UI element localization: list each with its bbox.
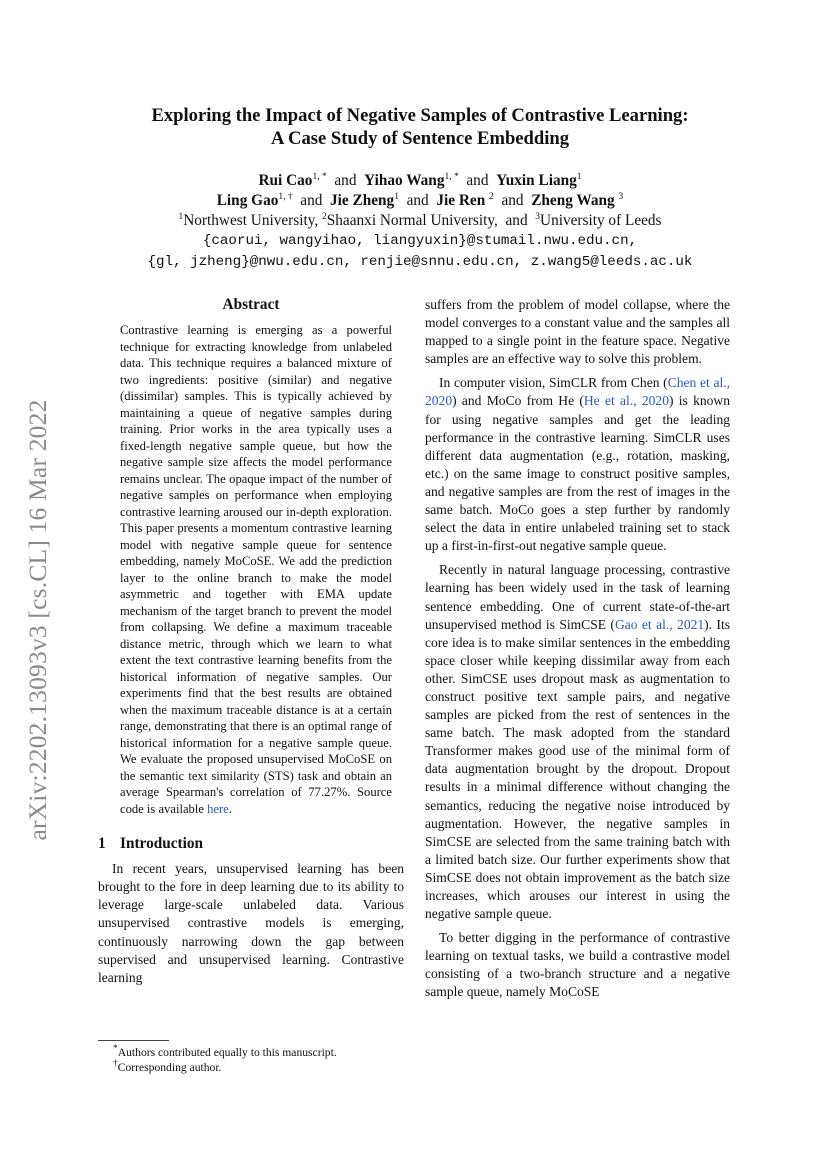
abstract-end: . (228, 801, 232, 816)
citation-link[interactable]: He et al., 2020 (583, 393, 669, 409)
email-line-1: {caorui, wangyihao, liangyuxin}@stumail.nwu.edu.cn, (202, 233, 638, 249)
citation-link[interactable]: Gao et al., 2021 (614, 616, 705, 632)
body-paragraph: suffers from the problem of model collapse, where the model converges to a constant value and the samples all mapped to a single point in the feature space. Negative samples are an effective way to solve this problem. (425, 297, 730, 367)
email: {gl, jzheng}@nwu.edu.cn, (147, 254, 352, 270)
paragraph-text: ) is known for using negative samples and get the leading performance in the contrastive learning. SimCLR uses different data augmentation (e.g., rotation, masking, etc.) on the same image to construct positive samples, and negative samples are from the rest of images in the same batch. MoCo goes a step further by randomly select the data in entire unlabeled training set to stack up a first-in-first-out negative sample queue. (425, 393, 730, 554)
aff-sup: 2 (322, 211, 327, 222)
footnote-text: Authors contributed equally to this manuscript. (117, 1046, 337, 1059)
affiliation: Northwest University, (183, 212, 319, 229)
author-line-1 (90, 171, 750, 191)
title-line-1: Exploring the Impact of Negative Samples of Contrastive Learning: (151, 105, 689, 126)
body-paragraph (425, 561, 730, 923)
and-word: and (466, 172, 489, 189)
paper-title (90, 104, 750, 150)
author-name: Zheng Wang (531, 192, 615, 209)
section-heading (98, 835, 404, 853)
section-title: Introduction (120, 835, 204, 853)
affiliation: Shaanxi Normal University, (326, 212, 498, 229)
author-name: Jie Zheng (330, 192, 395, 209)
paragraph-text: ) and MoCo from He ( (452, 393, 584, 409)
section-number: 1 (98, 835, 106, 853)
footnote-2 (98, 1060, 404, 1075)
email-line-2 (90, 252, 750, 273)
arxiv-sidebar (17, 360, 59, 880)
author-sup: 2 (489, 191, 494, 202)
abstract-heading: Abstract (222, 296, 280, 313)
author-name: Ling Gao (216, 192, 279, 209)
author-line-2 (90, 191, 750, 211)
author-name: Rui Cao (258, 172, 313, 189)
footnotes (98, 1045, 404, 1075)
footnote-mark: † (113, 1059, 118, 1070)
author-name: Yuxin Liang (496, 172, 577, 189)
author-list (90, 171, 750, 273)
body-paragraph (425, 374, 730, 555)
abstract-body (120, 322, 392, 817)
title-line-2: A Case Study of Sentence Embedding (270, 128, 570, 149)
author-sup: 1 (394, 191, 399, 202)
affiliation: University of Leeds (540, 212, 662, 229)
author-sup: 1, * (444, 171, 459, 182)
body-paragraph: To better digging in the performance of contrastive learning on textual tasks, we build a contrastive model consisting of a two-branch structure and a negative sample queue, namely MoCoSE (425, 930, 730, 1000)
paragraph-text: ). Its core idea is to make similar sentences in the embedding space closer while keeping dissimilar away from each other. SimCSE uses dropout mask as augmentation to construct positive text sample pairs, and negative samples are picked from the rest of sentences in the same batch. The mask adopted from the standard Transformer makes good use of the minimal form of data augmentation brought by the dropout. Dropout results in a minimal difference without changing the semantics, reducing the negative noise introduced by augmentation. However, the negative samples in SimCSE are selected from the same training batch with a limited batch size. Our further experiments show that SimCSE does not obtain improvement as the batch size increases, which arouses our interest in using the negative sample queue. (425, 616, 730, 922)
author-sup: 1 (576, 171, 582, 182)
footnote-text: Corresponding author. (117, 1061, 222, 1074)
paragraph-text: In computer vision, SimCLR from Chen ( (439, 375, 668, 391)
intro-paragraph: In recent years, unsupervised learning has been brought to the fore in deep learning due to its ability to leverage large-scale unlabeled data. Various unsupervised contrastive models is emerging, continuously narrowing down the gap between supervised and unsupervised learning. Contrastive learning (98, 861, 404, 985)
and-word: and (334, 172, 357, 189)
author-sup: 1, † (278, 191, 293, 202)
aff-sup: 1 (178, 211, 184, 222)
and-word: and (406, 192, 429, 209)
abstract-text: Contrastive learning is emerging as a powerful technique for extracting knowledge from unlabeled data. This technique requires a balanced mixture of two ingredients: positive (similar) and negative (dissimilar) samples. This is typically achieved by maintaining a queue of negative samples during training. Prior works in the area typically uses a fixed-length negative sample queue, but how the negative sample size affects the model performance remains unclear. The opaque impact of the number of negative samples on performance when employing contrastive learning aroused our in-depth exploration. This paper presents a momentum contrastive learning model with negative sample queue for sentence embedding, namely MoCoSE. We add the prediction layer to the online branch to make the model asymmetric and together with EMA update mechanism of the target branch to prevent the model from collapsing. We define a maximum traceable distance metric, through which we learn to what extent the text contrastive learning benefits from the historical information of negative samples. Our experiments find that the best results are obtained when the maximum traceable distance is at a certain range, demonstrating that there is an optimal range of historical information for a negative sample queue. We evaluate the proposed unsupervised MoCoSE on the semantic text similarity (STS) task and obtain an average Spearman's correlation of 77.27%. Source code is available (120, 323, 392, 816)
email: z.wang5@leeds.ac.uk (530, 254, 693, 270)
affiliations (90, 211, 750, 231)
author-sup: 1, * (312, 171, 327, 182)
footnote-rule (98, 1040, 169, 1041)
aff-sup: 3 (535, 211, 541, 222)
and-word: and (501, 192, 524, 209)
footnote-1 (98, 1045, 404, 1060)
and-word: and (505, 212, 528, 229)
arxiv-identifier: arXiv:2202.13093v3 [cs.CL] 16 Mar 2022 (23, 399, 52, 841)
source-code-link[interactable]: here (207, 801, 229, 816)
author-sup: 3 (618, 191, 624, 202)
paper-header (90, 104, 750, 273)
right-column (425, 296, 730, 1002)
citation-link[interactable]: Chen et al., 2020 (425, 375, 730, 409)
left-column (98, 296, 404, 987)
paragraph-text: Recently in natural language processing, contrastive learning has been widely used in the task of learning sentence embedding. One of current state-of-the-art unsupervised method is SimCSE ( (425, 562, 730, 632)
and-word: and (300, 192, 323, 209)
footnote-mark: * (113, 1044, 118, 1055)
author-name: Jie Ren (436, 192, 486, 209)
email: renjie@snnu.edu.cn, (360, 254, 523, 270)
author-name: Yihao Wang (364, 172, 445, 189)
